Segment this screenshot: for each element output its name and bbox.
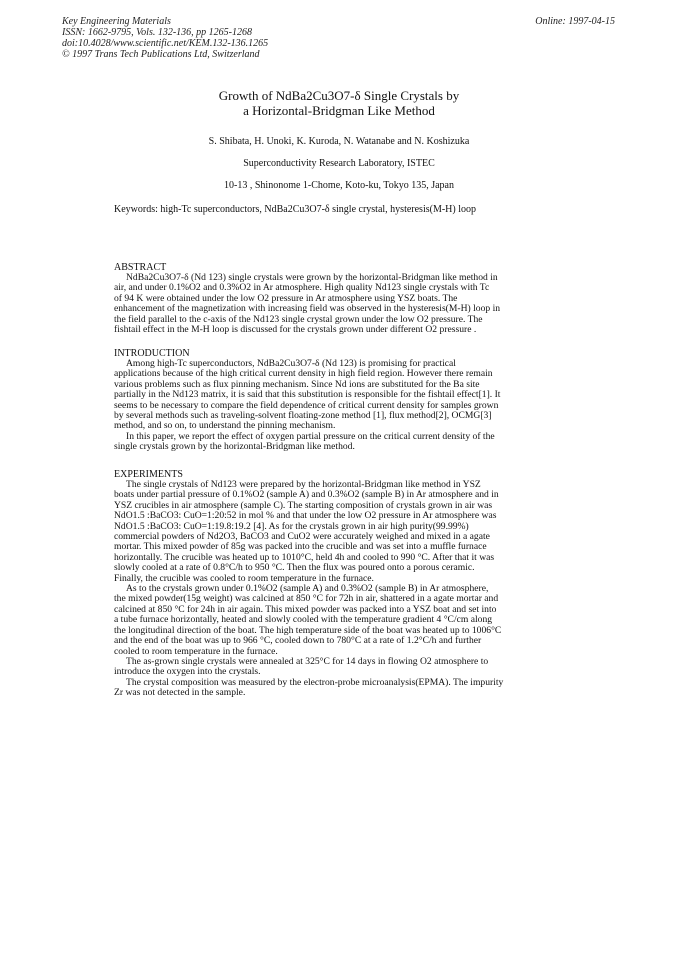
experiments-line: NdO1.5 :BaCO3: CuO=1:19.8:19.2 [4]. As for the crystals grown in air high purity(99.99%)	[114, 520, 469, 532]
intro-line: various problems such as flux pinning mechanism. Since Nd ions are substituted for the Ba site	[114, 378, 480, 390]
doi-line: doi:10.4028/www.scientific.net/KEM.132-136.1265	[62, 38, 269, 49]
intro-line: by several methods such as traveling-solvent floating-zone method [1], flux method[2], OCMG[3]	[114, 410, 492, 422]
journal-name: Key Engineering Materials	[62, 16, 171, 27]
abstract-line: air, and under 0.1%O2 and 0.3%O2 in Ar atmosphere. High quality Nd123 single crystals with Tc	[114, 282, 490, 294]
experiments-line: and the end of the boat was up to 966 °C, cooled down to 780°C at a rate of 1.2°C/h and further	[114, 635, 482, 647]
issn-line: ISSN: 1662-9795, Vols. 132-136, pp 1265-1268	[62, 27, 252, 38]
experiments-line: slowly cooled at a rate of 0.8°C/h to 950 °C. Then the flux was poured onto a porous ceramic.	[114, 562, 475, 574]
experiments-heading: EXPERIMENTS	[114, 469, 183, 480]
experiments-line: the longitudinal direction of the boat. The high temperature side of the boat was heated up to 1006°C	[114, 624, 502, 636]
intro-line: method, and so on, to understand the pinning mechanism.	[114, 420, 336, 432]
experiments-line: As to the crystals grown under 0.1%O2 (sample A) and 0.3%O2 (sample B) in Ar atmosphere,	[126, 583, 489, 595]
affiliation: Superconductivity Research Laboratory, ISTEC	[243, 158, 435, 169]
online-date: Online: 1997-04-15	[535, 16, 615, 27]
experiments-line: calcined at 850 °C for 24h in air again. This mixed powder was packed into a YSZ boat and set into	[114, 603, 497, 615]
experiments-line: introduce the oxygen into the crystals.	[114, 666, 261, 678]
abstract-line: fishtail effect in the M-H loop is discussed for the crystals grown under different O2 pressure .	[114, 324, 477, 336]
title-line-1: Growth of NdBa2Cu3O7-δ Single Crystals by	[218, 88, 460, 103]
journal-header	[62, 16, 268, 60]
intro-line: seems to be necessary to compare the field dependence of critical current density for samples grown	[114, 399, 499, 411]
introduction-heading: INTRODUCTION	[114, 348, 190, 359]
abstract-heading: ABSTRACT	[114, 262, 167, 273]
keywords: Keywords: high-Tc superconductors, NdBa2Cu3O7-δ single crystal, hysteresis(M-H) loop	[114, 204, 477, 215]
abstract-section	[114, 262, 555, 335]
experiments-line: commercial powders of Nd2O3, BaCO3 and CuO2 were accurately weighed and mixed in a agate	[114, 531, 490, 543]
intro-line: In this paper, we report the effect of oxygen partial pressure on the critical current density of the	[126, 430, 495, 442]
abstract-line: enhancement of the magnetization with increasing field was observed in the hysteresis(M-H) loop in	[114, 303, 501, 315]
experiments-line: cooled to room temperature in the furnace.	[114, 645, 278, 657]
paper-title	[0, 88, 678, 118]
experiments-line: The single crystals of Nd123 were prepared by the horizontal-Bridgman like method in YSZ	[126, 479, 481, 490]
experiments-line: The crystal composition was measured by the electron-probe microanalysis(EPMA). The impurity	[126, 676, 504, 688]
experiments-line: the mixed powder(15g weight) was calcined at 850 °C for 72h in air, shattered in a agate mortar and	[114, 593, 499, 605]
experiments-line: horizontally. The crucible was heated up to 1010°C, held 4h and cooled to 990 °C. After that it was	[114, 551, 495, 563]
address: 10-13 , Shinonome 1-Chome, Koto-ku, Tokyo 135, Japan	[224, 180, 454, 191]
title-line-2: a Horizontal-Bridgman Like Method	[243, 103, 435, 118]
abstract-line: the field parallel to the c-axis of the Nd123 single crystal grown under the low O2 pressure. The	[114, 313, 483, 325]
experiments-section	[114, 469, 555, 699]
copyright-line: © 1997 Trans Tech Publications Ltd, Switzerland	[62, 49, 260, 60]
experiments-line: Finally, the crucible was cooled to room temperature in the furnace.	[114, 572, 374, 584]
abstract-line: of 94 K were obtained under the low O2 pressure in Ar atmosphere using YSZ boats. The	[114, 292, 458, 304]
intro-line: Among high-Tc superconductors, NdBa2Cu3O7-δ (Nd 123) is promising for practical	[126, 358, 456, 369]
experiments-line: The as-grown single crystals were annealed at 325°C for 14 days in flowing O2 atmosphere to	[126, 655, 489, 667]
intro-line: applications because of the high critical current density in high field region. However there remain	[114, 368, 493, 380]
intro-line: partially in the Nd123 matrix, it is said that this substitution is responsible for the fishtail effect[1]. It	[114, 389, 501, 401]
experiments-line: mortar. This mixed powder of 85g was packed into the crucible and was set into a muffle furnace	[114, 541, 487, 553]
experiments-line: Zr was not detected in the sample.	[114, 687, 246, 699]
authors: S. Shibata, H. Unoki, K. Kuroda, N. Watanabe and N. Koshizuka	[208, 136, 470, 147]
abstract-line: NdBa2Cu3O7-δ (Nd 123) single crystals were grown by the horizontal-Bridgman like method in	[126, 272, 498, 283]
intro-line: single crystals grown by the horizontal-Bridgman like method.	[114, 441, 355, 453]
experiments-line: YSZ crucibles in air atmosphere (sample C). The starting composition of crystals grown in air was	[114, 499, 493, 511]
experiments-line: NdO1.5 :BaCO3: CuO=1:20:52 in mol % and that under the low O2 pressure in Ar atmosphere was	[114, 510, 497, 522]
experiments-line: boats under partial pressure of 0.1%O2 (sample A) and 0.3%O2 (sample B) in Ar atmosphere and in	[114, 489, 499, 501]
introduction-section	[114, 348, 555, 453]
experiments-line: a tube furnace horizontally, heated and slowly cooled with the temperature gradient 4 °C/cm along	[114, 614, 493, 626]
